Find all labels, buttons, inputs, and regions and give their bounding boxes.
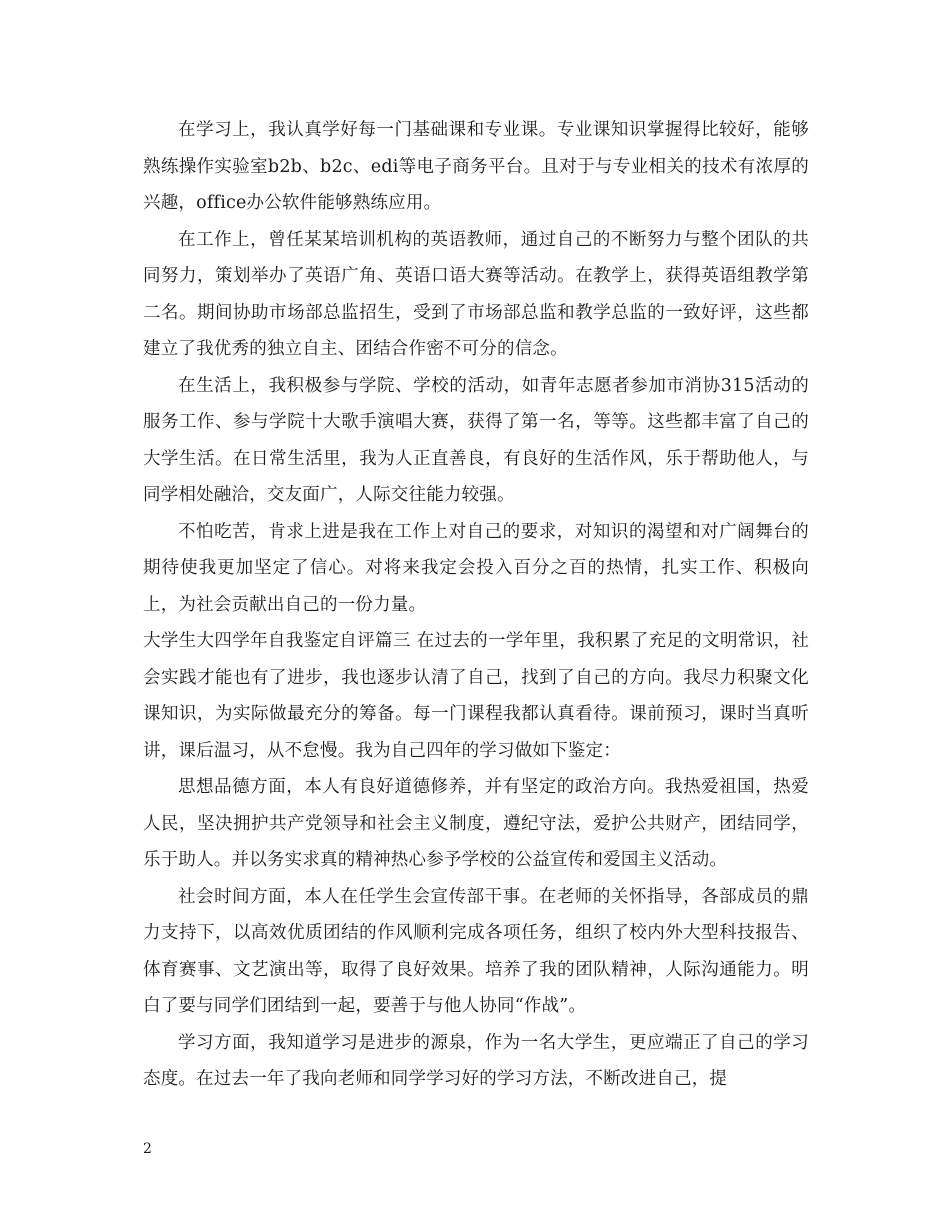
page-number: 2 bbox=[143, 1141, 152, 1157]
paragraph-moral: 思想品德方面，本人有良好道德修养，并有坚定的政治方向。我热爱祖国，热爱人民，坚决拥护共产党领导和社会主义制度，遵纪守法，爱护公共财产，团结同学，乐于助人。并以务实求真的精神热心参予学校的公益宣传和爱国主义活动。 bbox=[143, 777, 809, 870]
section-heading: 大学生大四学年自我鉴定自评篇三 bbox=[143, 631, 411, 651]
paragraph-study: 在学习上，我认真学好每一门基础课和专业课。专业课知识掌握得比较好，能够熟练操作实验室b2b、b2c、edi等电子商务平台。且对于与专业相关的技术有浓厚的兴趣，office办公软件能够熟练应用。 bbox=[143, 120, 809, 213]
paragraph-work: 在工作上，曾任某某培训机构的英语教师，通过自己的不断努力与整个团队的共同努力，策划举办了英语广角、英语口语大赛等活动。在教学上，获得英语组教学第二名。期间协助市场部总监招生，受到了市场部总监和教学总监的一致好评，这些都建立了我优秀的独立自主、团结合作密不可分的信念。 bbox=[143, 229, 809, 359]
paragraph-social: 社会时间方面，本人在任学生会宣传部干事。在老师的关怀指导，各部成员的鼎力支持下，以高效优质团结的作风顺利完成各项任务，组织了校内外大型科技报告、体育赛事、文艺演出等，取得了良好效果。培养了我的团队精神，人际沟通能力。明白了要与同学们团结到一起，要善于与他人协同“作战”。 bbox=[143, 886, 809, 1016]
paragraph-life: 在生活上，我积极参与学院、学校的活动，如青年志愿者参加市消协315活动的服务工作、参与学院十大歌手演唱大赛，获得了第一名，等等。这些都丰富了自己的大学生活。在日常生活里，我为人正直善良，有良好的生活作风，乐于帮助他人，与同学相处融洽，交友面广，人际交往能力较强。 bbox=[143, 375, 809, 505]
paragraph-attitude: 不怕吃苦，肯求上进是我在工作上对自己的要求，对知识的渴望和对广阔舞台的期待使我更加坚定了信心。对将来我定会投入百分之百的热情，扎实工作、积极向上，为社会贡献出自己的一份力量。 bbox=[143, 521, 809, 615]
paragraph-learning: 学习方面，我知道学习是进步的源泉，作为一名大学生，更应端正了自己的学习态度。在过去一年了我向老师和同学学习好的学习方法，不断改进自己，提 bbox=[143, 1032, 809, 1089]
document-body bbox=[143, 112, 809, 1098]
section-intro-text: 在过去的一学年里，我积累了充足的文明常识，社会实践才能也有了进步，我也逐步认清了自己，找到了自己的方向。我尽力积聚文化课知识，为实际做最充分的筹备。每一门课程我都认真看待。课前预习，课时当真听讲，课后温习，从不怠慢。我为自己四年的学习做如下鉴定： bbox=[143, 631, 810, 761]
section-heading-paragraph bbox=[143, 623, 809, 769]
